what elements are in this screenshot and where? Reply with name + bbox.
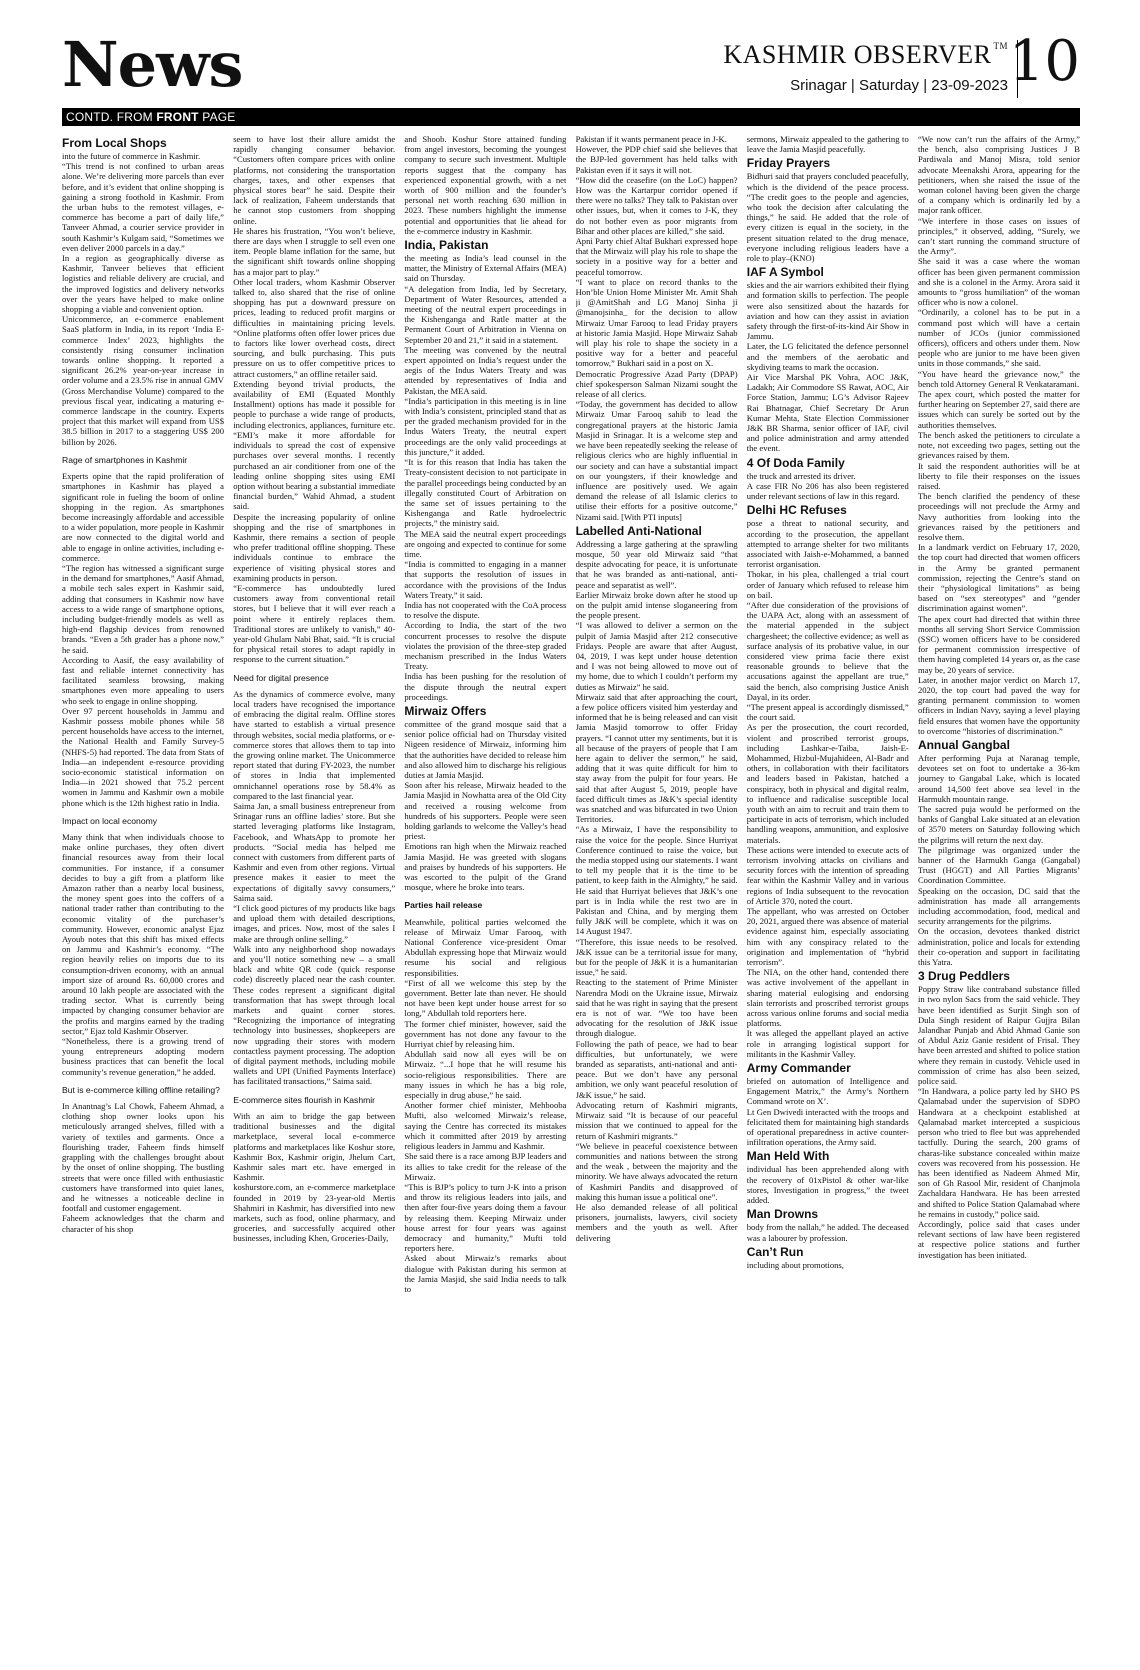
paragraph: Air Vice Marshal PK Vohra, AOC J&K, Ladakh; Air Commodore SS Rawat, AOC, Air Force Station, Jammu; LG’s Advisor Rajeev Rai Bhatnagar, Chief Secretary Dr Arun Kumar Mehta, State Election Commissioner J&K BR Sharma, senior officer of IAF, civil and police administration and army attended the event. [746, 372, 909, 454]
dateline: Srinagar | Saturday | 23-09-2023 [790, 77, 1008, 94]
paragraph: Soon after his release, Mirwaiz headed to the Jamia Masjid in Nowhatta area of the Old City and received a rousing welcome from hundreds of his supporters. People were seen holding garlands to welcome the Valley’s head priest. [404, 780, 567, 842]
headline-india-pakistan: India, Pakistan [404, 238, 489, 253]
paragraph: India has not cooperated with the CoA process to resolve the dispute. [404, 599, 567, 621]
paragraph: In a landmark verdict on February 17, 2020, the top court had directed that women officers in the Army be granted permanent commission, rejecting the Centre’s stand on their “physiological limitations” as being based on “sex stereotypes” and “gender discrimination against women”. [917, 542, 1080, 614]
column-1 [62, 134, 224, 1654]
paragraph: “In Handwara, a police party led by SHO PS Qalamabad under the supervision of SDPO Handwara at a checkpoint established at Qalamabad market intercepted a suspicious person who tried to flee but was apprehended tactfully. During the search, 200 grams of charas-like substance concealed within maize covers was recovered from his possession. He has been identified as Nadeem Ahmed Mir, son of Gh Rasool Mir, resident of Chanjmola Zachaldara Handwara. He has been arrested and shifted to Police Station Qalamabad where he remains in custody,” police said. [917, 1086, 1080, 1219]
paragraph: With an aim to bridge the gap between traditional businesses and the digital marketplace, several local e-commerce platforms and marketplaces like Koshur store, Kashmir Box, Kashmir origin, Jhelum Cart, Kashmir sales mart etc. have emerged in Kashmir. [233, 1110, 396, 1183]
paragraph: The NIA, on the other hand, contended there was active involvement of the appellant in sharing material eulogising and endorsing slain terrorists and proscribed terrorist groups across various online forums and social media platforms. [746, 967, 909, 1029]
paragraph: Poppy Straw like contraband substance filled in two nylon Sacs from the said vehicle. They have been identified as Surjit Singh son of Dula Singh resident of Raipur Gujjra Bilan Jalandhar Punjab and Abid Ahmad Ganie son of Abdul Aziz Ganie resident of Frisal. They have been arrested and shifted to police station where they remain in custody. Vehicle used in commission of crime has also been seized, police said. [917, 984, 1080, 1087]
paragraph: “Ordinarily, a colonel has to be put in a command post which will have a certain number of JCOs (junior commissioned officers), officers and others under them. Now people who are junior to me have been given units in those commands,” she said. [917, 307, 1080, 369]
paragraph: After performing Puja at Naranag temple, devotees set on foot to undertake a 36-km journey to Gangabal Lake, which is located around 14,500 feet above sea level in the Harmukh mountain range. [917, 752, 1080, 804]
paragraph: According to Aasif, the easy availability of fast and reliable internet connectivity has facilitated seamless browsing, making smartphones even more appealing to users who seek to engage in online shopping. [62, 654, 224, 706]
paragraph: Later, the LG felicitated the defence personnel and the members of the aerobatic and skydiving teams to mark the occasion. [746, 341, 909, 372]
paragraph: The former chief minister, however, said the government has not done any favour to the Hurriyat chief by releasing him. [404, 1018, 567, 1050]
paragraph: Experts opine that the rapid proliferation of smartphones in Kashmir has played a significant role in fueling the boom of online shopping in the region. As smartphones become increasingly affordable and accessible to a wider population, more people in Kashmir are now connected to the digital world and able to engage in online activities, including e-commerce. [62, 471, 224, 563]
paragraph: The meeting was convened by the neutral expert appointed on India’s request under the aegis of the Indus Waters Treaty and was attended by representatives of India and Pakistan, the MEA said. [404, 344, 567, 396]
paragraph: Addressing a large gathering at the sprawling mosque, 50 year old Mirwaiz said “that despite advocating for peace, it is unfortunate that he was branded as anti-national, anti-peace and separatist as well”. [575, 538, 738, 590]
headline-iaf-a-symbol: IAF A Symbol [746, 265, 824, 280]
paragraph: seem to have lost their allure amidst the rapidly changing consumer behavior. “Customers often compare prices with online platforms, not considering the transportation charges, taxes, and other expenses that physical stores bear” he said. Despite their lack of realization, Faheem understands that he cannot stop customers from shopping online. [233, 134, 396, 226]
paragraph: committee of the grand mosque said that a senior police official had on Thursday visited Nigeen residence of Mirwaiz, informing him that the authorities have decided to release him and also allowed him to discharge his religious duties at Jamia Masjid. [404, 718, 567, 780]
paragraph: The apex court, which posted the matter for further hearing on September 27, said there are issues which can surely be sorted out by the authorities themselves. [917, 389, 1080, 430]
paragraph: “We interfere in those cases on issues of principles,” it observed, adding, “Surely, we can’t start running the command structure of the Army”. [917, 215, 1080, 257]
paragraph: Another former chief minister, Mehbooba Mufti, also welcomed Mirwaiz’s release, saying the Centre has corrected its mistakes which it committed after 2019 by arresting religious leaders in Jammu and Kashmir. [404, 1100, 567, 1152]
paragraph: The sacred puja would be performed on the banks of Gangbal Lake situated at an elevation of 3570 meters on Saturday following which the pilgrims will return the next day. [917, 804, 1080, 845]
paragraph: Many think that when individuals choose to make online purchases, they often divert financial resources away from their local communities. For instance, if a consumer decides to buy a gift from a platform like Amazon rather than a nearby local business, the money spent goes into the coffers of a national trader rather than contributing to the economic vitality of the purchaser’s community. However, economic analyst Ejaz Ayoub notes that this shift has mixed effects on Jammu and Kashmir’s economy. “The region heavily relies on imports due to its consumption-driven economy, with an annual import size of around Rs. 60,000 crores and around 10 lakh people are associated with the trading sector. What is currently being impacted by changing consumer behavior are the profits and margins earned by the trading sector,” Ejaz told Kashmir Observer. [62, 832, 224, 1036]
headline-4-of-doda-family: 4 Of Doda Family [746, 455, 845, 470]
paragraph: She said it was a case where the woman officer has been given permanent commission and she is a colonel in the Army. Arora said it amounts to “gross humiliation” of the woman officer who is now a colonel. [917, 256, 1080, 308]
headline-man-held-with: Man Held With [746, 1149, 830, 1164]
paragraph: “We believe in peaceful coexistence between communities and nations between the strong and the weak , between the majority and the minority. We have always advocated the return of Kashmiri Pandits and disapproved of making this human issue a political one”. [575, 1140, 738, 1202]
paragraph: Faheem acknowledges that the charm and character of his shop [62, 1213, 224, 1234]
contd-suffix: PAGE [198, 110, 236, 124]
paragraph: In Anantnag’s Lal Chowk, Faheem Ahmad, a clothing shop owner looks upon his meticulously arranged shelves, filled with a variety of textiles and garments. Once a flourishing trader, Faheem finds himself grappling with the challenges brought about by the onset of online shopping. The bustling streets that were once filled with enthusiastic customers have transformed into quiet lanes, and he witnesses a noticeable decline in footfall and customer engagement. [62, 1101, 224, 1214]
paragraph: “India’s participation in this meeting is in line with India’s consistent, principled stand that as per the graded mechanism provided for in the Indus Waters Treaty, the neutral expert proceedings are the only valid proceedings at this juncture,” it added. [404, 395, 567, 457]
paragraph: “As a Mirwaiz, I have the responsibility to raise the voice for the people. Since Hurriyat Conference continued to raise the voice, but the media stopped using our statements. I want to tell my people that it is the time to be patient, to keep faith in the Almighty,” he said. He said that Hurriyat believes that J&K’s one part is in India while the rest two are in Pakistan and China, and by merging them fully J&K will be complete, which it was on 14 August 1947. [575, 824, 738, 937]
paragraph: The pilgrimage was organized under the banner of the Harmukh Ganga (Gangabal) Trust (HGGT) and All Parties Migrants’ Coordination Committee. [917, 844, 1080, 886]
paragraph: Reacting to the statement of Prime Minister Narendra Modi on the Ukraine issue, Mirwaiz said that he was right in saying that the present era is not of war. “We too have been advocating for the resolution of J&K issue through dialogue. [575, 977, 738, 1039]
headline-delhi-hc-refuses: Delhi HC Refuses [746, 503, 847, 518]
paragraph: On the occasion, devotees thanked district administration, police and locals for extending their co-operation and support in facilitating this Yatra. [917, 926, 1080, 968]
paragraph: It said the respondent authorities will be at liberty to file their responses on the issues raised. [917, 460, 1080, 491]
paragraph: Thokar, in his plea, challenged a trial court order of January which refused to release him on bail. [746, 569, 909, 600]
paragraph: “After due consideration of the provisions of the UAPA Act, along with an assessment of the material appended in the subject chargesheet; the collective evidence; as well as surface analysis of its probative value, in our considered view prima facie there exist reasonable grounds to believe that the accusations against the appellant are true,” said the bench, also comprising Justice Anish Dayal, in its order. [746, 599, 909, 702]
paragraph: “It is for this reason that India has taken the Treaty-consistent decision to not participate in the parallel proceedings being conducted by an illegally constituted Court of Arbitration on the same set of issues pertaining to the Kishenganga and Ratle hydroelectric projects,” the ministry said. [404, 457, 567, 529]
paragraph: “I want to place on record thanks to the Hon’ble Union Home Minister Mr. Amit Shah ji @AmitShah and LG Manoj Sinha ji @manojsinha_ for the decision to allow Mirwaiz Umar Farooq to lead Friday prayers at historic Jamia Masjid. Hope Mirwaiz Sahab will play his role to shape the society in a positive way for a better and peaceful tomorrow,” Bukhari said in a post on X. [575, 276, 738, 369]
contd-from-front-bar [62, 108, 1080, 126]
headline-friday-prayers: Friday Prayers [746, 156, 831, 171]
column-5 [747, 134, 909, 1654]
headline-army-commander: Army Commander [746, 1061, 851, 1076]
paragraph: the truck and arrested its driver. [746, 470, 856, 481]
paragraph: sermons, Mirwaiz appealed to the gathering to leave the Jamia Masjid peacefully. [746, 134, 909, 155]
paragraph: “You have heard the grievance now,” the bench told Attorney General R Venkataramani. [917, 368, 1080, 389]
paragraph: As per the prosecution, the court recorded, violent and proscribed terrorist groups, including Lashkar-e-Taiba, Jaish-E-Mohammed, Hizbul-Mujahideen, Al-Badr and others, in collaboration with their facilitators and leaders based in Pakistan, hatched a conspiracy, both in physical and digital realm, to influence and radicalise susceptible local youth with an aim to recruit and train them to participate in acts of terrorism, which included handling weapons, ammunition, and explosive materials. [746, 722, 909, 845]
headline-labelled-anti-national: Labelled Anti-National [575, 523, 702, 538]
paragraph: In a region as geographically diverse as Kashmir, Tanveer believes that efficient logistics and reliable delivery are crucial, and the improved logistics and delivery networks over the years have helped to make online shopping a viable and convenient option. [62, 253, 224, 315]
paragraph: Other local traders, whom Kashmir Observer talked to, also shared that the rise of online shopping has put a downward pressure on prices, leading to reduced profit margins or difficulties in maintaining pricing levels. “Online platforms often offer lower prices due to factors like lower overhead costs, direct sourcing, and bulk purchasing. This puts pressure on us to offer competitive prices to attract customers,” an offline retailer said. [233, 276, 396, 379]
paragraph: “First of all we welcome this step by the government. Better late than never. He should not have been kept under house arrest for so long,” Abdullah told reporters here. [404, 977, 567, 1019]
headline-cant-run: Can’t Run [746, 1244, 804, 1259]
column-2 [233, 134, 395, 1654]
paragraph: Later, in another major verdict on March 17, 2020, the top court had paved the way for granting permanent commission to women officers in Indian Navy, saying a level playing field ensures that women have the opportunity to overcome “histories of discrimination.” [917, 674, 1080, 736]
paragraph: Asked about Mirwaiz’s remarks about dialogue with Pakistan during his sermon at the Jamia Masjid, she said India needs to talk to [404, 1253, 567, 1294]
paragraph: “We now can’t run the affairs of the Army,” the bench, also comprising Justices J B Pardiwala and Manoj Misra, told senior advocate Meenakshi Arora, appearing for the petitioners, when she raised the issue of the woman colonel having been given the charge of a company which is ordinarily led by a major rank officer. [917, 134, 1080, 216]
paragraph: Unicommerce, an e-commerce enablement SaaS platform in India, in its report ‘India E-commerce Index’ 2023, highlights the consistently rising consumer inclination towards online shopping. It reported a significant 26.2% year-on-year increase in order volume and a 23.5% rise in annual GMV (Gross Merchandise Volume) compared to the previous fiscal year, indicating a maturing e-commerce landscape in the country. Experts project that this market will expand from US$ 38.5 billion in 2017 to a staggering US$ 200 billion by 2026. [62, 314, 224, 447]
paragraph: Emotions ran high when the Mirwaiz reached Jamia Masjid. He was greeted with slogans and praises by hundreds of his supporters. He was escorted to the pulpit of the Grand mosque, where he broke into tears. [404, 841, 567, 893]
headline-mirwaiz-offers: Mirwaiz Offers [404, 703, 487, 718]
paragraph: The bench clarified the pendency of these proceedings will not preclude the Army and Navy authorities from looking into the grievances raised by the petitioners and resolve them. [917, 491, 1080, 542]
column-4 [576, 134, 738, 1654]
paragraph: and Shoob. Koshur Store attained funding from angel investors, becoming the youngest company to secure such investment. Multiple reports suggest that the company has experienced exponential growth, with a net worth of 900 million and the founder’s personal net worth reaching 630 million in 2023. These numbers highlight the immense potential and opportunities that lie ahead for the e-commerce industry in Kashmir. [404, 134, 567, 236]
column-3 [404, 134, 566, 1654]
paragraph: Walk into any neighborhood shop nowadays and you’ll notice something new – a small black and white QR code (quick response code) discreetly placed near the cash counter. These codes represent a significant digital transformation that has swept through local markets and quaint corner stores. “Recognizing the importance of integrating technology into businesses, shopkeepers are now upgrading their stores with modern contactless payment processing. The adoption of digital payment methods, including mobile wallets and UPI (Unified Payments Interface) has facilitated transactions,” Saima said. [233, 943, 396, 1087]
paragraph: Advocating return of Kashmiri migrants, Mirwaiz said “It is because of our peaceful mission that we continued to appeal for the return of Kashmiri migrants.” [575, 1099, 738, 1141]
paragraph: Over 97 percent households in Jammu and Kashmir possess mobile phones while 58 percent households have access to the internet, the National Health and Family Survey-5 (NHFS-5) had reported. The data from Stats of India—an independent e-resource providing socio-economic statistical information on India—in 2021 showed that 75.2 percent women in Jammu and Kashmir own a mobile phone which is the 12th highest ratio in India. [62, 705, 224, 808]
column-6 [918, 134, 1080, 1654]
paragraph: As the dynamics of commerce evolve, many local traders have recognised the importance of embracing the digital realm. Offline stores have started to establish a virtual presence through websites, social media platforms, or e-commerce stores that allows them to tap into the growing online market. The Unicommerce report stated that during FY-2023, the number of stores in India that implemented omnichannel operations rose by 58.4% as compared to the last financial year. [233, 688, 396, 801]
paragraph: “The present appeal is accordingly dismissed,” the court said. [746, 701, 909, 723]
paragraph: Pakistan if it wants permanent peace in J-K. [575, 134, 727, 144]
paragraph: Democratic Progressive Azad Party (DPAP) chief spokesperson Salman Nizami sought the release of all clerics. [575, 368, 738, 400]
paper-name-text: KASHMIR OBSERVER [723, 40, 992, 69]
subhead-parties-hail-release: Parties hail release [404, 900, 483, 911]
article-columns [62, 134, 1080, 1654]
paragraph: briefed on automation of Intelligence and Engagement Matrix,” the Army’s Northern Command wrote on X’. [746, 1076, 909, 1107]
paragraph: “India is committed to engaging in a manner that supports the resolution of issues in accordance with the provisions of the Indus Waters Treaty,” it said. [404, 559, 567, 600]
paragraph: including about promotions, [746, 1259, 844, 1270]
paper-name [723, 42, 1008, 68]
subhead-impact-local-economy: Impact on local economy [62, 815, 158, 826]
paragraph: The bench asked the petitioners to circulate a note, not exceeding two pages, setting out the grievances raised by them. [917, 429, 1080, 461]
headline-3-drug-peddlers: 3 Drug Peddlers [917, 969, 1010, 984]
paragraph: According to India, the start of the two concurrent processes to resolve the dispute violates the provision of the three-step graded mechanism prescribed in the Indus Waters Treaty. [404, 620, 567, 672]
paragraph: Saima Jan, a small business entrepreneur from Srinagar runs an offline ladies’ store. But she started leveraging platforms like Instagram, Facebook, and WhatsApp to promote her products. “Social media has helped me connect with customers from different parts of Kashmir and even from other regions. Virtual presence makes it easier to meet the expectations of digitally savvy consumers,” Saima said. [233, 801, 396, 903]
paragraph: India has been pushing for the resolution of the dispute through the neutral expert proceedings. [404, 671, 567, 702]
headline-man-drowns: Man Drowns [746, 1207, 819, 1222]
paragraph: The apex court had directed that within three months all serving Short Service Commission (SSC) women officers have to be considered for permanent commission irrespective of them having completed 14 years or, as the case may be, 20 years of service. [917, 613, 1080, 675]
paragraph: These actions were intended to execute acts of terrorism involving attacks on civilians and security forces with the intention of spreading fear within the Kashmir Valley and in various regions of India subsequent to the revocation of Article 370, noted the court. [746, 844, 909, 906]
paragraph: He shares his frustration, “You won’t believe, there are days when I struggle to sell even one item. People blame inflation for the same, but the significant shift towards online shopping has a major part to play.” [233, 225, 396, 277]
subhead-ecommerce-sites-flourish: E-commerce sites flourish in Kashmir [233, 1094, 376, 1105]
paragraph: “Today, the government has decided to allow Mirwaiz Umar Farooq sahib to lead the congregational prayers at the historic Jamia Masjid in Srinagar. It is a welcome step and we have been repeatedly seeking the release of religious clerics who are highly influential in our society and can have a substantial impact on our youngsters, if their knowledge and influence are positively used. We again demand the release of all Islamic clerics to utilise their efforts for a positive outcome,” Nizami said. [With PTI inputs] [575, 399, 738, 522]
paragraph: Speaking on the occasion, DC said that the administration has made all arrangements including accommodation, food, medical and security arrangements for the pilgrims. [917, 885, 1080, 927]
paragraph: She said there is a race among BJP leaders and its allies to take credit for the release of the Mirwaiz. [404, 1151, 567, 1182]
paragraph: He also demanded release of all political prisoners, journalists, lawyers, civil society members and the youth as well. After delivering [575, 1201, 738, 1243]
paragraph: Despite the increasing popularity of online shopping and the rise of smartphones in Kashmir, there remains a section of people who prefer traditional offline shopping. These individuals continue to embrace the experience of visiting physical stores and examining products in person. [233, 511, 396, 583]
subhead-rage-of-smartphones: Rage of smartphones in Kashmir [62, 454, 188, 465]
contd-bold: FRONT [156, 110, 199, 124]
paragraph: body from the nallah,” he added. The deceased was a labourer by profession. [746, 1222, 909, 1243]
paragraph: Abdullah said now all eyes will be on Mirwaiz. “...I hope that he will resume his socio-religious responsibilities. There are many issues in which he has a big role, especially in drug abuse,” he said. [404, 1049, 567, 1101]
paragraph: Following the path of peace, we had to bear difficulties, but unfortunately, we were branded as separatists, anti-national and anti-peace. But we don’t have any personal ambition, we only want peaceful resolution of J&K issue,” he said. [575, 1038, 738, 1100]
masthead [62, 28, 1080, 102]
paragraph: A case FIR No 206 has also been registered under relevant sections of law in this regard. [746, 480, 909, 502]
headline-annual-gangbal: Annual Gangbal [917, 737, 1010, 752]
paragraph: Mirwaiz said that after approaching the court, a few police officers visited him yesterday and informed that he is being released and can visit Jamia Masjid tomorrow to offer Friday prayers. “I cannot utter my sentiments, but it is all because of the prayers of people that I am here again to deliver the sermon,” he said, adding that it was quite difficult for him to stay away from the pulpit for four years. He said that after August 5, 2019, people have faced difficult times as J&K’s special identity was snatched and was bifurcated in two Union Territories. [575, 691, 738, 825]
section-title: News [62, 28, 243, 101]
paragraph: “This is BJP’s policy to turn J-K into a prison and throw its religious leaders into jails, and then after four-five years doing them a favour by releasing them. Keeping Mirwaiz under house arrest for four years was against democracy and humanity,” Mufti told reporters here. [404, 1181, 567, 1254]
paragraph: “I was allowed to deliver a sermon on the pulpit of Jamia Masjid after 212 consecutive Fridays. People are aware that after August, 04, 2019, I was kept under house detention and I was not being allowed to move out of my home, due to which I couldn’t perform my duties as Mirwaiz” he said. [575, 620, 738, 692]
paragraph: It was alleged the appellant played an active role in arranging logistical support for militants in the Kashmir Valley. [746, 1028, 909, 1059]
paragraph: individual has been apprehended along with the recovery of 01xPistol & other war-like stores, Investigation in progress,” the tweet added. [746, 1164, 909, 1206]
paragraph: However, the PDP chief said she believes that the BJP-led government has held talks with Pakistan even if it says it will not. [575, 144, 738, 175]
paragraph: The appellant, who was arrested on October 20, 2021, argued there was absence of material evidence against him, especially associating him with any conspiracy related to the origination and implementation of “hybrid terrorism”. [746, 906, 909, 968]
paragraph: Bidhuri said that prayers concluded peacefully, which is the dividend of the peace process. “The credit goes to the people and agencies, who took the decision after calculating the things,” he said. He added that the role of every citizen is equal in the society, in the present situation related to the drug menace, everyone including religious leaders have a role to play–(KNO) [746, 171, 909, 264]
paragraph: pose a threat to national security, and according to the prosecution, the appellant attempted to arrange shelter for two militants associated with Jaish-e-Mohammed, a banned terrorist organisation. [746, 518, 909, 570]
contd-prefix: CONTD. FROM [66, 110, 157, 124]
paragraph: “A delegation from India, led by Secretary, Department of Water Resources, attended a meeting of the neutral expert proceedings in the Kishenganga and Ratle matter at the Permanent Court of Arbitration in Vienna on September 20 and 21,” it said in a statement. [404, 283, 567, 345]
paragraph: “E-commerce has undoubtedly lured customers away from conventional retail stores, but I believe that it will ever reach a point where it entirely replaces them. Traditional stores are unlikely to vanish,” 40-year-old Ghulam Nabi Bhat, said. “It is crucial for physical retail stores to adapt rapidly in response to the current situation.” [233, 582, 396, 665]
paragraph: Lt Gen Dwivedi interacted with the troops and felicitated them for maintaining high standards of operational preparedness in active counter-infiltration operations, the Army said. [746, 1106, 909, 1148]
paragraph: skies and the air warriors exhibited their flying and formation skills to perfection. The people were also sensitized about the hazards for aviation and how can they assist in aviation safety through the first-of-its-kind Air Show in Jammu. [746, 280, 909, 342]
paragraph: The MEA said the neutral expert proceedings are ongoing and expected to continue for some time. [404, 528, 567, 559]
paragraph: “This trend is not confined to urban areas alone. We’re delivering more parcels than ever before, and it’s evident that online shopping is gaining a strong foothold in Kashmir. From the urban hubs to the remotest villages, e-commerce has become a part of daily life,” Tanveer Ahmad, a courier service provider in south Kashmir’s Kulgam said, “Sometimes we even deliver 2000 parcels in a day.” [62, 161, 224, 253]
paragraph: Earlier Mirwaiz broke down after he stood up on the pulpit amid intense sloganeering from the people present. [575, 589, 738, 621]
trademark-mark: TM [993, 41, 1008, 51]
paragraph: “Therefore, this issue needs to be resolved. J&K issue can be a territorial issue for many, but for the people of J&K it is a humanitarian issue,” he said. [575, 936, 738, 978]
paragraph: Meanwhile, political parties welcomed the release of Mirwaiz Umar Farooq, with National Conference vice-president Omar Abdullah expressing hope that Mirwaiz would resume his social and religious responsibilities. [404, 916, 567, 978]
subhead-ecommerce-killing-retail: But is e-commerce killing offline retailing? [62, 1084, 220, 1095]
headline-from-local-shops: From Local Shops [62, 136, 167, 150]
paragraph: Apni Party chief Altaf Bukhari expressed hope that the Mirwaiz will play his role to shape the society in a positive way for a better and peaceful tomorrow. [575, 236, 738, 277]
paragraph: “I click good pictures of my products like bags and upload them with detailed descriptions, images, and prices. Now, most of the sales I make are through online selling.” [233, 903, 396, 944]
paragraph: “Nonetheless, there is a growing trend of young entrepreneurs adopting modern business practices that can benefit the local community’s revenue generation,” he added. [62, 1036, 224, 1077]
paragraph: Extending beyond trivial products, the availability of EMI (Equated Monthly Installment) options has made it possible for people to purchase a wide range of products, including electronics, appliances, furniture etc. “EMI’s make it more affordable for individuals to spread the cost of expensive purchases over several months. I recently purchased an air conditioner from one of the leading online shopping sites using EMI option without bearing a substantial immediate financial burden,” Wahid Ahmad, a student said. [233, 378, 396, 512]
paragraph: into the future of commerce in Kashmir. [62, 151, 201, 161]
page-number: 10 [1008, 29, 1080, 94]
paragraph: Accordingly, police said that cases under relevant sections of law have been registered at respective police stations and further investigation has been initiated. [917, 1218, 1080, 1260]
paragraph: “The region has witnessed a significant surge in the demand for smartphones,” Aasif Ahmad, a mobile tech sales expert in Kashmir said, adding that consumers in Kashmir now have access to a wide range of smartphone options, including budget-friendly models as well as high-end flagship devices from renowned brands. “Even a 5th grader has a phone now,” he said. [62, 562, 224, 655]
paragraph: “How did the ceasefire (on the LoC) happen? How was the Kartarpur corridor opened if there were no talks? They talk to Pakistan over other issues, but, when it comes to J-K, they do not bother even as poor migrants from Bihar and other places are killed,” she said. [575, 174, 738, 236]
paragraph: the meeting as India’s lead counsel in the matter, the Ministry of External Affairs (MEA) said on Thursday. [404, 253, 567, 284]
paragraph: koshurstore.com, an e-commerce marketplace founded in 2019 by 23-year-old Mertis Shahmiri in Kashmir, has diversified into new markets, such as food, online pharmacy, and groceries, and successfully acquired other businesses, including Khen, Groceries-Daily, [233, 1182, 396, 1244]
subhead-need-digital-presence: Need for digital presence [233, 672, 329, 683]
